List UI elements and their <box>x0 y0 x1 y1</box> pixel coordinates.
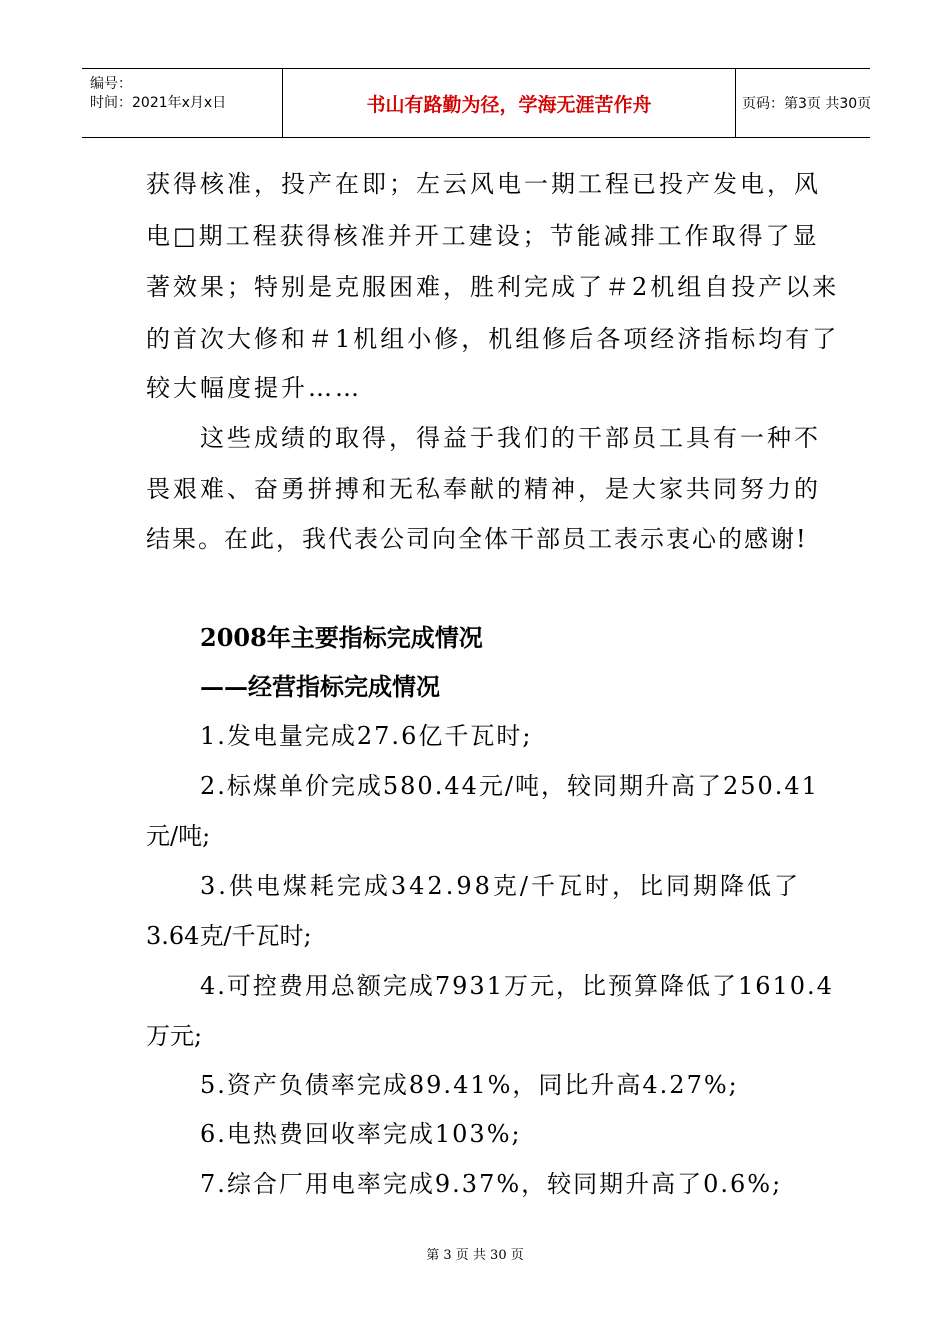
header-meta-cell <box>82 69 283 137</box>
section-title: 2008年主要指标完成情况 <box>200 623 483 652</box>
paragraph-line: 较大幅度提升…… <box>146 374 362 402</box>
paragraph-line: 著效果；特别是克服困难，胜利完成了＃2机组自投产以来 <box>146 273 840 301</box>
indicator-item-continued: 3.64克/千瓦时; <box>146 922 312 950</box>
number-label: 编号： <box>90 76 132 92</box>
indicator-item: 1.发电量完成27.6亿千瓦时; <box>200 722 533 750</box>
page-footer: 第 3 页 共 30 页 <box>426 1248 524 1263</box>
subsection-title: ——经营指标完成情况 <box>200 672 440 701</box>
indicator-item: 4.可控费用总额完成7931万元，比预算降低了1610.4 <box>200 972 834 1000</box>
header-motto: 书山有路勤为径，学海无涯苦作舟 <box>283 69 736 137</box>
paragraph-line: 电□期工程获得核准并开工建设；节能减排工作取得了显 <box>146 222 820 250</box>
paragraph-line: 这些成绩的取得，得益于我们的干部员工具有一种不 <box>200 424 821 452</box>
indicator-item: 2.标煤单价完成580.44元/吨，较同期升高了250.41 <box>200 772 819 800</box>
time-label: 时间：2021年x月x日 <box>90 95 227 111</box>
indicator-item: 5.资产负债率完成89.41%，同比升高4.27%; <box>200 1071 739 1099</box>
indicator-item: 3.供电煤耗完成342.98克/千瓦时，比同期降低了 <box>200 872 801 900</box>
paragraph-line: 获得核准，投产在即；左云风电一期工程已投产发电，风 <box>146 170 821 198</box>
indicator-item-continued: 元/吨; <box>146 822 211 850</box>
paragraph-line: 的首次大修和＃1机组小修，机组修后各项经济指标均有了 <box>146 325 840 353</box>
header-page-code: 页码：第3页 共30页 <box>742 96 872 112</box>
indicator-item-continued: 万元; <box>146 1022 203 1050</box>
paragraph-line: 畏艰难、奋勇拼搏和无私奉献的精神，是大家共同努力的 <box>146 475 821 503</box>
indicator-item: 6.电热费回收率完成103%; <box>200 1120 522 1148</box>
paragraph-line: 结果。在此，我代表公司向全体干部员工表示衷心的感谢! <box>146 525 808 553</box>
page-header <box>82 68 870 138</box>
indicator-item: 7.综合厂用电率完成9.37%，较同期升高了0.6%; <box>200 1170 783 1198</box>
